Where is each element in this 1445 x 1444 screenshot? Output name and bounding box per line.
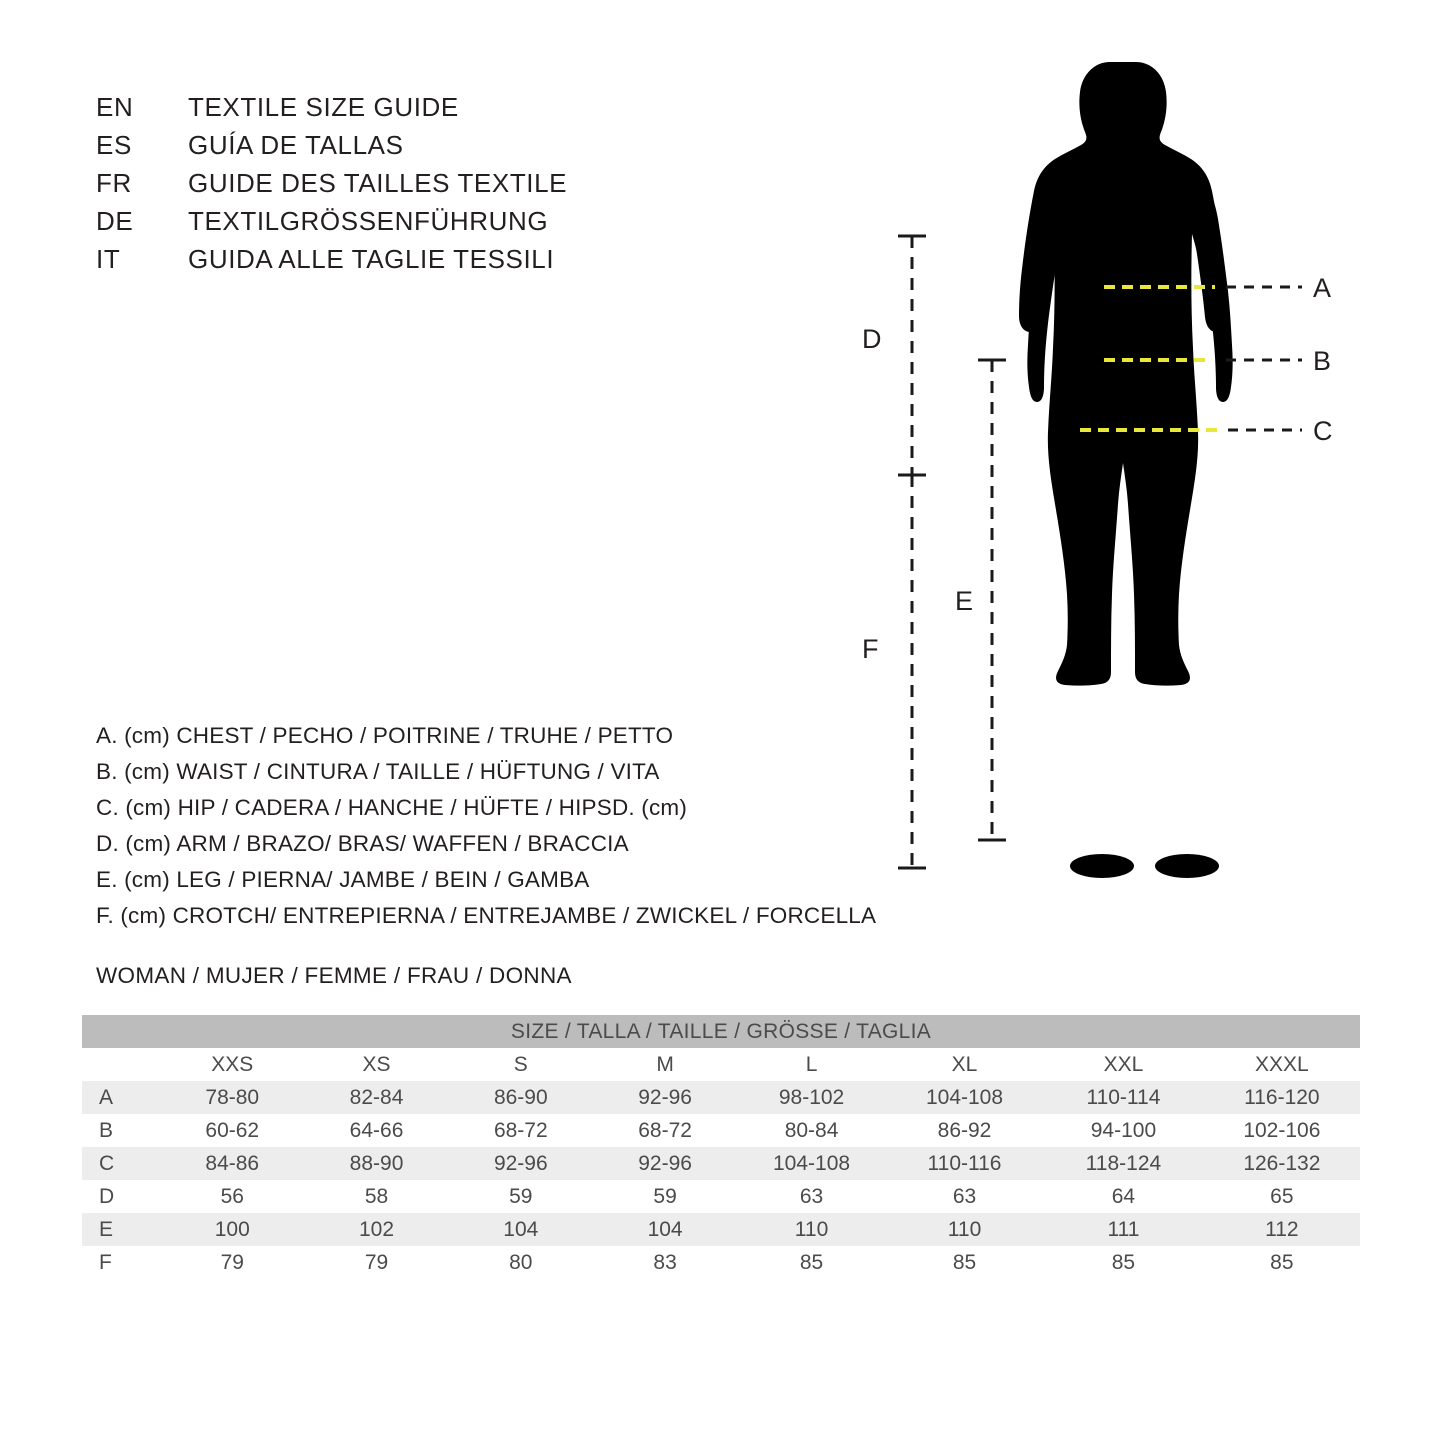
title-row	[96, 92, 796, 130]
legend-item-f: F. (cm) CROTCH/ ENTREPIERNA / ENTREJAMBE / ZWICKEL / FORCELLA	[96, 903, 877, 928]
size-table-wrapper	[82, 1015, 1360, 1279]
cell-e-xxl: 111	[1043, 1213, 1204, 1246]
cell-e-l: 110	[737, 1213, 886, 1246]
cell-f-s: 80	[449, 1246, 593, 1279]
title-row	[96, 206, 796, 244]
legend-item-d: D. (cm) ARM / BRAZO/ BRAS/ WAFFEN / BRACCIA	[96, 831, 629, 856]
marker-label-d: D	[862, 324, 882, 354]
cell-f-m: 83	[593, 1246, 737, 1279]
size-header-xxl: XXL	[1043, 1048, 1204, 1081]
cell-f-xl: 85	[886, 1246, 1043, 1279]
title-block	[96, 92, 796, 282]
cell-a-xxxl: 116-120	[1204, 1081, 1360, 1114]
cell-e-xxs: 100	[160, 1213, 304, 1246]
cell-e-s: 104	[449, 1213, 593, 1246]
cell-d-l: 63	[737, 1180, 886, 1213]
cell-e-m: 104	[593, 1213, 737, 1246]
marker-label-c: C	[1313, 416, 1333, 446]
cell-f-l: 85	[737, 1246, 886, 1279]
legend-item-e: E. (cm) LEG / PIERNA/ JAMBE / BEIN / GAMBA	[96, 867, 590, 892]
cell-b-s: 68-72	[449, 1114, 593, 1147]
cell-a-l: 98-102	[737, 1081, 886, 1114]
cell-c-s: 92-96	[449, 1147, 593, 1180]
title-lang-es: ES	[96, 130, 132, 160]
cell-a-m: 92-96	[593, 1081, 737, 1114]
row-label-c: C	[82, 1147, 160, 1180]
table-row	[82, 1180, 1360, 1213]
cell-e-xl: 110	[886, 1213, 1043, 1246]
legend-item-a: A. (cm) CHEST / PECHO / POITRINE / TRUHE / PETTO	[96, 723, 674, 748]
dimension-d	[862, 236, 926, 475]
row-label-d: D	[82, 1180, 160, 1213]
cell-d-xxs: 56	[160, 1180, 304, 1213]
table-header-row	[82, 1048, 1360, 1081]
title-row	[96, 130, 796, 168]
cell-c-xl: 110-116	[886, 1147, 1043, 1180]
cell-d-xxxl: 65	[1204, 1180, 1360, 1213]
size-table	[82, 1015, 1360, 1279]
table-band-header	[82, 1015, 1360, 1048]
cell-a-xs: 82-84	[304, 1081, 448, 1114]
size-header-xl: XL	[886, 1048, 1043, 1081]
row-label-f: F	[82, 1246, 160, 1279]
row-label-b: B	[82, 1114, 160, 1147]
marker-label-f: F	[862, 634, 879, 664]
cell-b-xl: 86-92	[886, 1114, 1043, 1147]
cell-d-xs: 58	[304, 1180, 448, 1213]
cell-c-xs: 88-90	[304, 1147, 448, 1180]
table-band-label: SIZE / TALLA / TAILLE / GRÖSSE / TAGLIA	[82, 1015, 1360, 1048]
title-row	[96, 244, 796, 282]
title-lang-en: EN	[96, 92, 134, 122]
cell-f-xxs: 79	[160, 1246, 304, 1279]
group-label: WOMAN / MUJER / FEMME / FRAU / DONNA	[96, 963, 572, 988]
size-header-xs: XS	[304, 1048, 448, 1081]
row-label-e: E	[82, 1213, 160, 1246]
table-row	[82, 1147, 1360, 1180]
cell-b-m: 68-72	[593, 1114, 737, 1147]
title-text-de: TEXTILGRÖSSENFÜHRUNG	[188, 206, 549, 236]
table-corner-cell	[82, 1048, 160, 1081]
marker-label-e: E	[955, 586, 974, 616]
cell-e-xs: 102	[304, 1213, 448, 1246]
table-row	[82, 1246, 1360, 1279]
size-header-m: M	[593, 1048, 737, 1081]
cell-b-xxs: 60-62	[160, 1114, 304, 1147]
cell-c-xxs: 84-86	[160, 1147, 304, 1180]
size-header-xxxl: XXXL	[1204, 1048, 1360, 1081]
cell-a-xxl: 110-114	[1043, 1081, 1204, 1114]
cell-b-xs: 64-66	[304, 1114, 448, 1147]
title-lang-it: IT	[96, 244, 121, 274]
cell-e-xxxl: 112	[1204, 1213, 1360, 1246]
cell-b-l: 80-84	[737, 1114, 886, 1147]
cell-b-xxxl: 102-106	[1204, 1114, 1360, 1147]
title-text-fr: GUIDE DES TAILLES TEXTILE	[188, 168, 568, 198]
table-row	[82, 1081, 1360, 1114]
title-lang-fr: FR	[96, 168, 132, 198]
title-text-it: GUIDA ALLE TAGLIE TESSILI	[188, 244, 555, 274]
cell-b-xxl: 94-100	[1043, 1114, 1204, 1147]
cell-c-xxl: 118-124	[1043, 1147, 1204, 1180]
size-header-xxs: XXS	[160, 1048, 304, 1081]
legend-item-b: B. (cm) WAIST / CINTURA / TAILLE / HÜFTUNG / VITA	[96, 759, 660, 784]
table-row	[82, 1114, 1360, 1147]
legend-block	[96, 723, 936, 939]
cell-a-xl: 104-108	[886, 1081, 1043, 1114]
marker-label-a: A	[1313, 273, 1332, 303]
cell-d-m: 59	[593, 1180, 737, 1213]
dimension-e	[955, 360, 1006, 840]
cell-f-xxl: 85	[1043, 1246, 1204, 1279]
cell-f-xs: 79	[304, 1246, 448, 1279]
cell-c-xxxl: 126-132	[1204, 1147, 1360, 1180]
marker-label-b: B	[1313, 346, 1332, 376]
cell-d-xl: 63	[886, 1180, 1043, 1213]
cell-c-m: 92-96	[593, 1147, 737, 1180]
cell-a-xxs: 78-80	[160, 1081, 304, 1114]
legend-item-c: C. (cm) HIP / CADERA / HANCHE / HÜFTE / HIPSD. (cm)	[96, 795, 688, 820]
cell-f-xxxl: 85	[1204, 1246, 1360, 1279]
cell-d-xxl: 64	[1043, 1180, 1204, 1213]
size-header-s: S	[449, 1048, 593, 1081]
cell-c-l: 104-108	[737, 1147, 886, 1180]
woman-silhouette-icon	[1019, 62, 1233, 878]
table-row	[82, 1213, 1360, 1246]
row-label-a: A	[82, 1081, 160, 1114]
title-lang-de: DE	[96, 206, 134, 236]
title-row	[96, 168, 796, 206]
cell-d-s: 59	[449, 1180, 593, 1213]
size-header-l: L	[737, 1048, 886, 1081]
title-text-es: GUÍA DE TALLAS	[188, 130, 404, 160]
cell-a-s: 86-90	[449, 1081, 593, 1114]
title-text-en: TEXTILE SIZE GUIDE	[188, 92, 459, 122]
